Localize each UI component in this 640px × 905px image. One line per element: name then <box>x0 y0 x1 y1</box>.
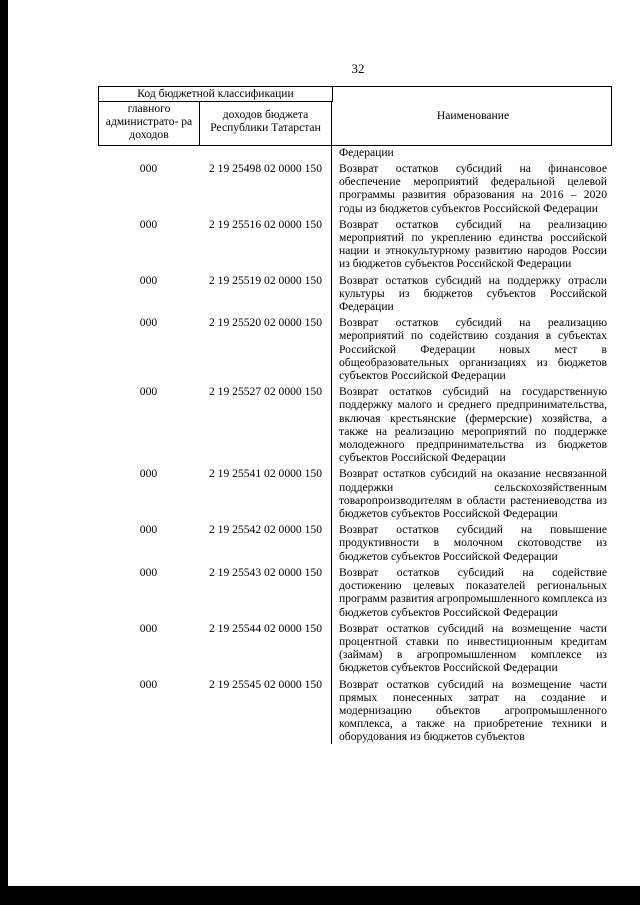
income-code-cell: 2 19 25541 02 0000 150 <box>208 467 323 481</box>
name-cell: Возврат остатков субсидий на финансовое обеспечение мероприятий федеральной целевой программы развития образования на 2016 – 2020 годы из бюджетов субъектов Российской Федерации <box>339 162 607 215</box>
scan-edge-left <box>0 0 8 905</box>
income-code-cell: 2 19 25545 02 0000 150 <box>208 677 323 691</box>
admin-code-cell: 000 <box>139 316 158 330</box>
name-cell: Возврат остатков субсидий на реализацию мероприятий по содействию создания в субъектах Российской Федерации новых мест в общеобразовательных организациях из бюджетов субъектов Российской Федерации <box>339 316 607 383</box>
name-cell: Возврат остатков субсидий на возмещение части процентной ставки по инвестиционным кредитам (займам) в агропромышленном комплексе из бюджетов субъектов Российской Федерации <box>339 621 607 675</box>
admin-code-cell: 000 <box>139 273 158 287</box>
header-income-column: доходов бюджета Республики Татарстан <box>200 102 332 145</box>
table-header <box>98 86 612 146</box>
table-row <box>98 218 612 271</box>
income-code-cell: 2 19 25544 02 0000 150 <box>208 621 323 635</box>
admin-code-cell: 000 <box>139 621 158 635</box>
name-cell: Возврат остатков субсидий на возмещение части прямых понесенных затрат на создание и модернизацию объектов агропромышленного комплекса, а также на приобретение техники и оборудования из бюджетов субъектов <box>339 677 607 744</box>
income-code-cell: 2 19 25516 02 0000 150 <box>208 217 323 231</box>
table-row <box>98 467 612 520</box>
income-code-cell: 2 19 25498 02 0000 150 <box>208 162 323 175</box>
table-row <box>98 622 612 675</box>
table-row <box>98 316 612 382</box>
table-body <box>98 146 612 744</box>
name-cell: Возврат остатков субсидий на оказание несвязанной поддержки сельскохозяйственным товаропроизводителям в области растениеводства из бюджетов субъектов Российской Федерации <box>339 467 607 521</box>
table-row <box>98 162 612 215</box>
name-cell: Возврат остатков субсидий на государственную поддержку малого и среднего предпринимательства, включая крестьянские (фермерские) хозяйства, а также на реализацию мероприятий по поддержке молодежного предпринимательства из бюджетов субъектов Российской Федерации <box>339 385 607 465</box>
table-row <box>98 385 612 464</box>
income-code-cell: 2 19 25519 02 0000 150 <box>208 273 323 287</box>
admin-code-cell: 000 <box>139 677 158 691</box>
header-admin-column: главного администрато- ра доходов <box>99 102 200 145</box>
admin-code-cell: 000 <box>139 565 158 579</box>
budget-code-table <box>98 86 612 744</box>
table-row <box>98 678 612 744</box>
table-row <box>98 523 612 563</box>
header-group-label: Код бюджетной классификации <box>99 87 333 102</box>
admin-code-cell: 000 <box>139 385 158 399</box>
income-code-cell: 2 19 25542 02 0000 150 <box>208 523 323 537</box>
name-cell: Возврат остатков субсидий на поддержку отрасли культуры из бюджетов субъектов Российской Федерации <box>339 273 607 314</box>
admin-code-cell: 000 <box>139 162 158 175</box>
income-code-cell: 2 19 25527 02 0000 150 <box>208 385 323 399</box>
table-row <box>98 274 612 314</box>
income-code-cell: 2 19 25543 02 0000 150 <box>208 565 323 579</box>
admin-code-cell: 000 <box>139 467 158 481</box>
name-cell: Возврат остатков субсидий на повышение продуктивности в молочном скотоводстве из бюджетов субъектов Российской Федерации <box>339 523 607 563</box>
admin-code-cell: 000 <box>139 217 158 231</box>
page-number: 32 <box>351 61 365 76</box>
continuation-text: Федерации <box>339 146 394 159</box>
header-name-column: Наименование <box>436 109 510 123</box>
name-cell: Возврат остатков субсидий на реализацию мероприятий по укреплению единства российской нации и этнокультурному развитию народов России из бюджетов субъектов Российской Федерации <box>339 217 607 271</box>
scan-edge-bottom <box>0 886 640 905</box>
table-row <box>98 566 612 619</box>
name-cell: Возврат остатков субсидий на содействие достижению целевых показателей региональных программ развития агропромышленного комплекса из бюджетов субъектов Российской Федерации <box>339 565 607 619</box>
income-code-cell: 2 19 25520 02 0000 150 <box>208 316 323 330</box>
admin-code-cell: 000 <box>139 523 158 537</box>
